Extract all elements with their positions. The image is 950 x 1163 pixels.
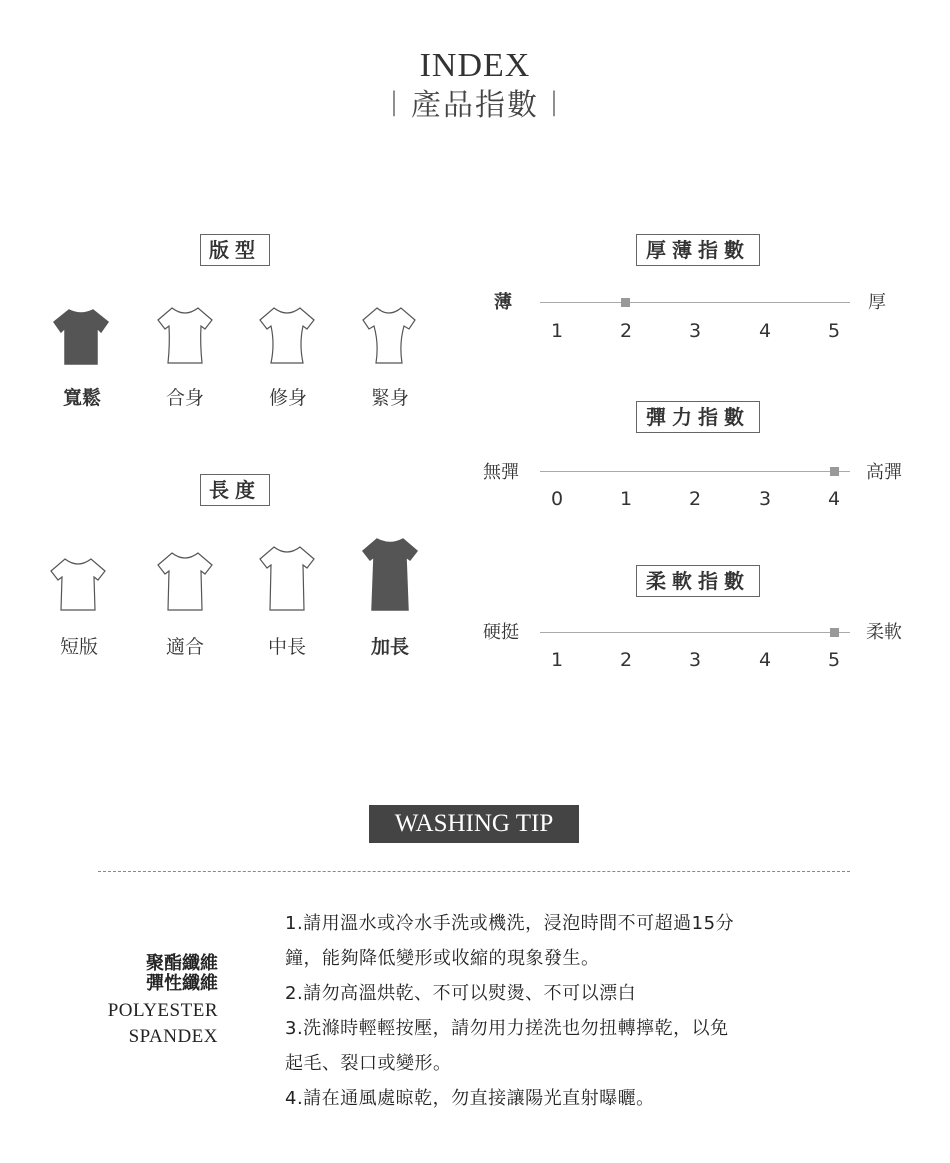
tip-line: 4.請在通風處晾乾，勿直接讓陽光直射曝曬。	[285, 1088, 655, 1109]
fit-loose-label: 寬鬆	[62, 387, 101, 409]
thickness-tick: 2	[619, 320, 633, 342]
shirt-mid-long-icon	[258, 545, 316, 613]
thickness-tick: 5	[827, 320, 841, 342]
fabric-composition	[108, 954, 218, 1050]
fabric-zh-spandex: 彈性纖維	[146, 973, 218, 994]
softness-tick: 5	[827, 649, 841, 671]
fit-slim-label: 修身	[268, 387, 307, 409]
fit-regular-label: 合身	[165, 387, 204, 409]
tip-line: 1.請用溫水或冷水手洗或機洗，浸泡時間不可超過15分	[285, 913, 735, 934]
length-short-label: 短版	[59, 636, 98, 658]
elasticity-tick: 1	[619, 488, 633, 510]
softness-tick: 3	[688, 649, 702, 671]
elasticity-marker	[830, 467, 839, 476]
thickness-tick: 4	[758, 320, 772, 342]
softness-marker	[830, 628, 839, 637]
elasticity-none-label: 無彈	[483, 462, 519, 483]
length-section-title: 長度	[200, 474, 270, 506]
index-title: INDEX	[419, 47, 531, 84]
shirt-slim-icon	[258, 306, 316, 366]
section-divider	[98, 871, 850, 872]
fit-tight-label: 緊身	[370, 387, 409, 409]
washing-instructions	[285, 906, 865, 1116]
fabric-en-polyester: POLYESTER	[107, 1000, 218, 1021]
elasticity-high-label: 高彈	[866, 462, 902, 483]
shirt-short-icon	[49, 557, 107, 613]
thickness-thick-label: 厚	[868, 292, 886, 313]
elasticity-tick: 4	[827, 488, 841, 510]
elasticity-tick: 3	[758, 488, 772, 510]
tip-line: 2.請勿高溫烘乾、不可以熨燙、不可以漂白	[285, 983, 637, 1004]
washing-tip-title: WASHING TIP	[369, 805, 579, 843]
softness-tick: 1	[550, 649, 564, 671]
softness-tick: 4	[758, 649, 772, 671]
elasticity-section-title: 彈力指數	[636, 401, 760, 433]
elasticity-scale-line	[540, 471, 850, 472]
softness-section-title: 柔軟指數	[636, 565, 760, 597]
shirt-medium-icon	[156, 551, 214, 613]
shirt-tight-icon	[360, 306, 418, 366]
fabric-zh-polyester: 聚酯纖維	[146, 953, 218, 974]
softness-tick: 2	[619, 649, 633, 671]
thickness-marker	[621, 298, 630, 307]
thickness-scale-line	[540, 302, 850, 303]
thickness-tick: 3	[688, 320, 702, 342]
tip-line: 鐘，能夠降低變形或收縮的現象發生。	[285, 948, 600, 969]
product-index-subtitle: ︱產品指數︱	[379, 88, 571, 123]
thickness-tick: 1	[550, 320, 564, 342]
fabric-en-spandex: SPANDEX	[128, 1026, 218, 1047]
softness-stiff-label: 硬挺	[483, 622, 519, 643]
length-mid-long-label: 中長	[267, 636, 306, 658]
thickness-section-title: 厚薄指數	[636, 234, 760, 266]
elasticity-tick: 0	[550, 488, 564, 510]
fit-section-title: 版型	[200, 234, 270, 266]
shirt-regular-icon	[156, 306, 214, 366]
thickness-thin-label: 薄	[494, 292, 512, 313]
tip-line: 起毛、裂口或變形。	[285, 1053, 452, 1074]
softness-soft-label: 柔軟	[866, 622, 902, 643]
shirt-loose-icon	[53, 308, 109, 366]
softness-scale-line	[540, 632, 850, 633]
length-long-label: 加長	[370, 636, 409, 658]
tip-line: 3.洗滌時輕輕按壓，請勿用力搓洗也勿扭轉擰乾，以免	[285, 1018, 729, 1039]
shirt-long-icon	[361, 537, 419, 613]
length-regular-label: 適合	[165, 636, 204, 658]
elasticity-tick: 2	[688, 488, 702, 510]
